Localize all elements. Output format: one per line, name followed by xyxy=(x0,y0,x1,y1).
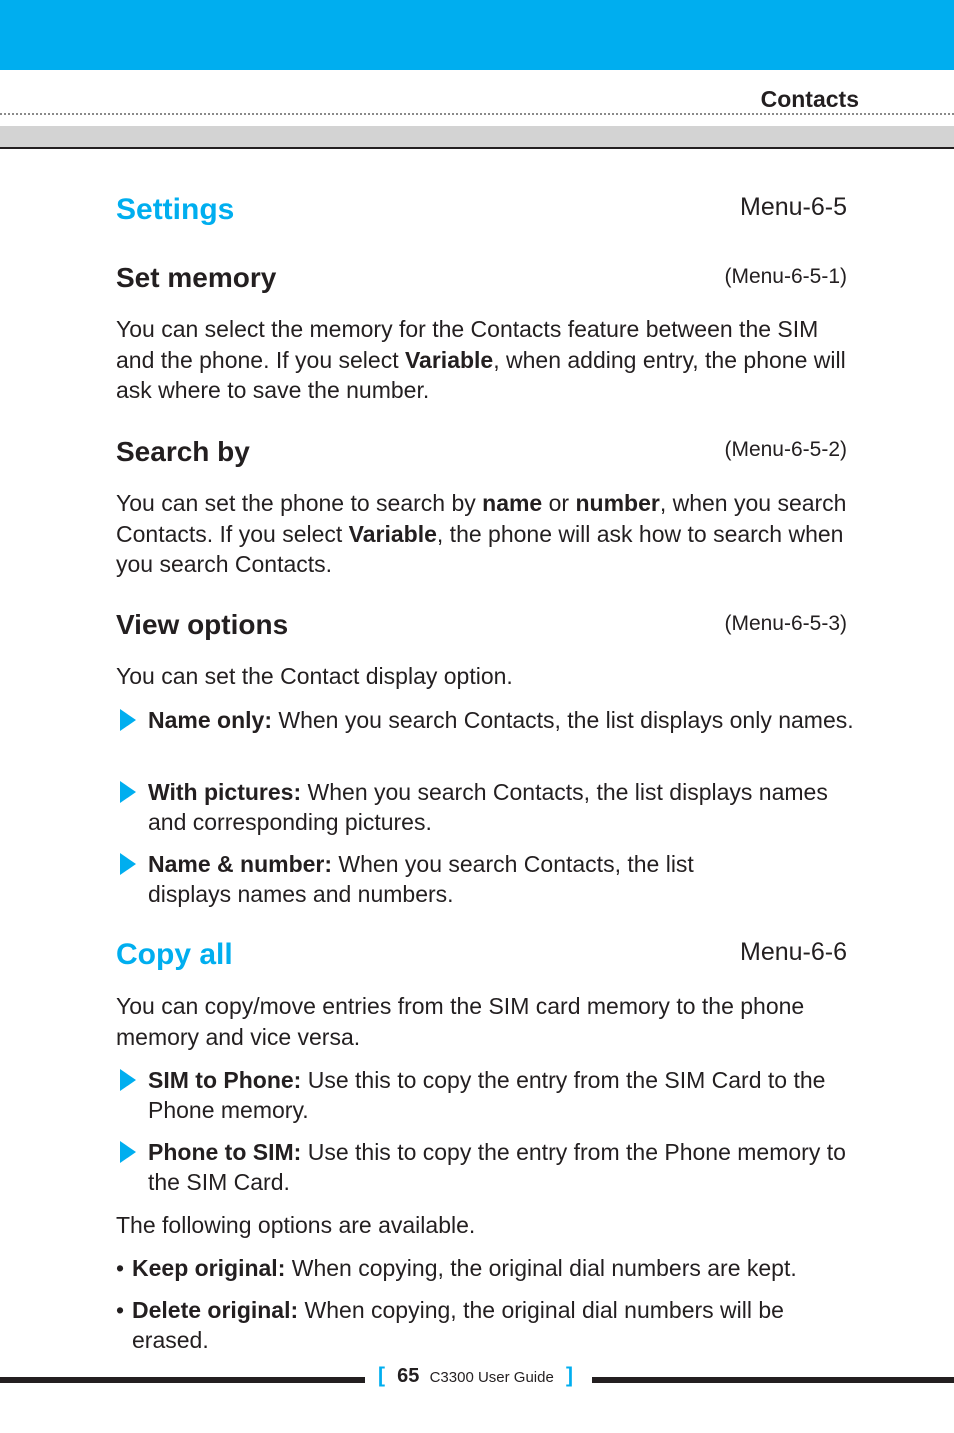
search-by-heading: Search by xyxy=(116,436,250,467)
view-options-heading: View options xyxy=(116,609,289,640)
options-intro: The following options are available. xyxy=(116,1212,476,1238)
list-item: SIM to Phone: Use this to copy the entry from the SIM Card to the Phone memory. xyxy=(116,1065,861,1125)
settings-menu-number: Menu-6-5 xyxy=(740,193,847,221)
bold-term: Variable xyxy=(348,520,437,547)
header-color-bar xyxy=(0,0,954,70)
bold-term: number xyxy=(575,490,660,516)
arrow-bullet-icon xyxy=(120,1069,136,1091)
arrow-bullet-icon xyxy=(120,709,136,731)
arrow-bullet-icon xyxy=(120,781,136,803)
search-by-menu-number: (Menu-6-5-2) xyxy=(724,438,847,461)
dot-bullet-icon: • xyxy=(116,1297,125,1323)
guide-title: C3300 User Guide xyxy=(429,1369,554,1386)
page-number: 65 xyxy=(397,1365,420,1387)
footer-rule-left xyxy=(0,1377,365,1383)
list-item: With pictures: When you search Contacts, the list displays names and corresponding pictures. xyxy=(116,777,861,837)
set-memory-heading: Set memory xyxy=(116,262,277,293)
footer-rule-right xyxy=(592,1377,954,1383)
section-label: Contacts xyxy=(760,86,859,112)
copy-all-intro: You can copy/move entries from the SIM card memory to the phone memory and vice versa. xyxy=(116,993,805,1050)
footer xyxy=(378,1364,573,1388)
set-memory-description: You can select the memory for the Contacts feature between the SIM and the phone. If you select Variable, when adding entry, the phone will ask where to save the number. xyxy=(116,316,846,403)
footer-bracket-open: [ xyxy=(378,1364,385,1387)
dot-bullet-icon: • xyxy=(116,1255,125,1281)
dotted-divider xyxy=(0,113,954,115)
arrow-bullet-icon xyxy=(120,853,136,875)
list-item: Phone to SIM: Use this to copy the entry from the Phone memory to the SIM Card. xyxy=(116,1137,861,1197)
footer-bracket-close: ] xyxy=(566,1364,573,1387)
bold-term: name xyxy=(482,490,543,516)
header-gray-band xyxy=(0,126,954,149)
set-memory-menu-number: (Menu-6-5-1) xyxy=(724,265,847,288)
list-item: Name only: When you search Contacts, the list displays only names. xyxy=(116,705,861,735)
settings-heading: Settings xyxy=(116,193,235,226)
list-item: Name & number: When you search Contacts, the list displays names and numbers. xyxy=(116,849,776,909)
bold-term: Variable xyxy=(404,346,494,373)
view-options-menu-number: (Menu-6-5-3) xyxy=(724,612,847,635)
copy-all-menu-number: Menu-6-6 xyxy=(740,938,847,966)
list-item: • Delete original: When copying, the original dial numbers will be erased. xyxy=(116,1297,784,1353)
copy-all-heading: Copy all xyxy=(116,938,233,971)
view-options-intro: You can set the Contact display option. xyxy=(116,663,513,689)
arrow-bullet-icon xyxy=(120,1141,136,1163)
search-by-description: You can set the phone to search by name or number, when you search Contacts. If you select Variable, the phone will ask how to search when you search Contacts. xyxy=(116,490,847,577)
list-item: • Keep original: When copying, the original dial numbers are kept. xyxy=(116,1255,797,1281)
